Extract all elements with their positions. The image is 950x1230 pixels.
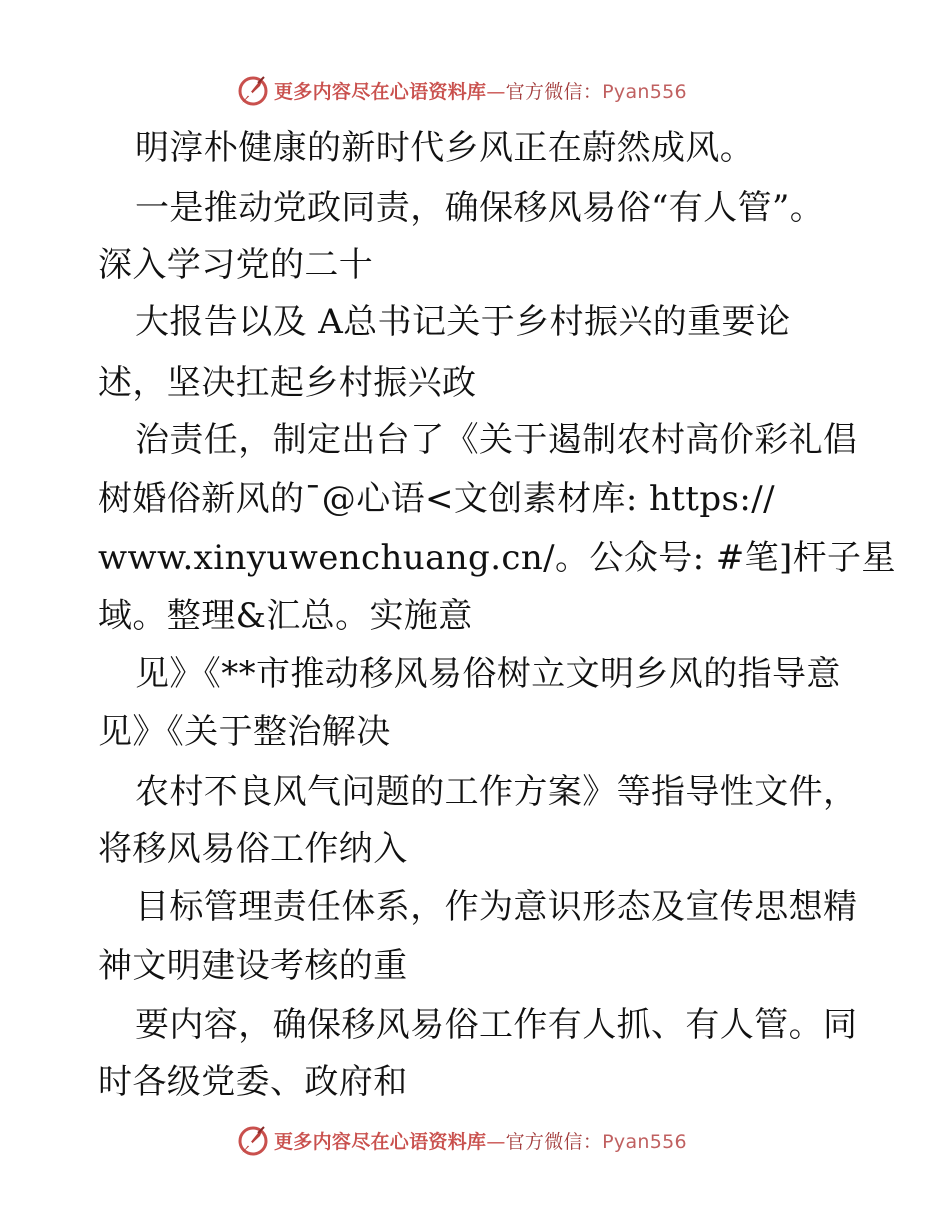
text-line: 大报告以及 A总书记关于乡村振兴的重要论 — [135, 302, 791, 342]
text-line: 将移风易俗工作纳入 — [98, 829, 408, 869]
banner-wechat-label: 官方微信： — [505, 1130, 603, 1153]
text-line: 明淳朴健康的新时代乡风正在蔚然成风。 — [135, 128, 755, 168]
text-line: 树婚俗新风的¯@心语<文创素材库: https:// — [98, 479, 775, 519]
banner-main-text: 更多内容尽在心语资料库 — [274, 80, 487, 103]
text-line: www.xinyuwenchuang.cn/。公众号: #笔]杆子星 — [98, 538, 896, 578]
text-line: 述，坚决扛起乡村振兴政 — [98, 363, 477, 403]
banner-wechat-label: 官方微信： — [505, 80, 603, 103]
text-line: 见》《关于整治解决 — [98, 712, 391, 752]
footer-watermark-banner — [236, 1122, 716, 1158]
text-line: 治责任，制定出台了《关于遏制农村高价彩礼倡 — [135, 420, 858, 460]
pen-nib-circle-icon — [236, 1123, 270, 1157]
banner-dash: — — [486, 1130, 506, 1153]
text-line: 时各级党委、政府和 — [98, 1062, 408, 1102]
text-line: 深入学习党的二十 — [98, 245, 374, 285]
text-line: 目标管理责任体系，作为意识形态及宣传思想精 — [135, 887, 858, 927]
text-line: 域。整理&汇总。实施意 — [98, 596, 473, 636]
text-line: 要内容，确保移风易俗工作有人抓、有人管。同 — [135, 1005, 858, 1045]
text-line: 一是推动党政同责，确保移风易俗“有人管”。 — [135, 188, 825, 228]
text-line: 见》《**市推动移风易俗树立文明乡风的指导意 — [135, 654, 841, 694]
text-line: 农村不良风气问题的工作方案》等指导性文件， — [135, 772, 858, 812]
text-line: 神文明建设考核的重 — [98, 946, 408, 986]
banner-dash: — — [486, 80, 506, 103]
banner-wechat-id: Pyan556 — [602, 80, 687, 103]
banner-main-text: 更多内容尽在心语资料库 — [274, 1130, 487, 1153]
banner-wechat-id: Pyan556 — [602, 1130, 687, 1153]
